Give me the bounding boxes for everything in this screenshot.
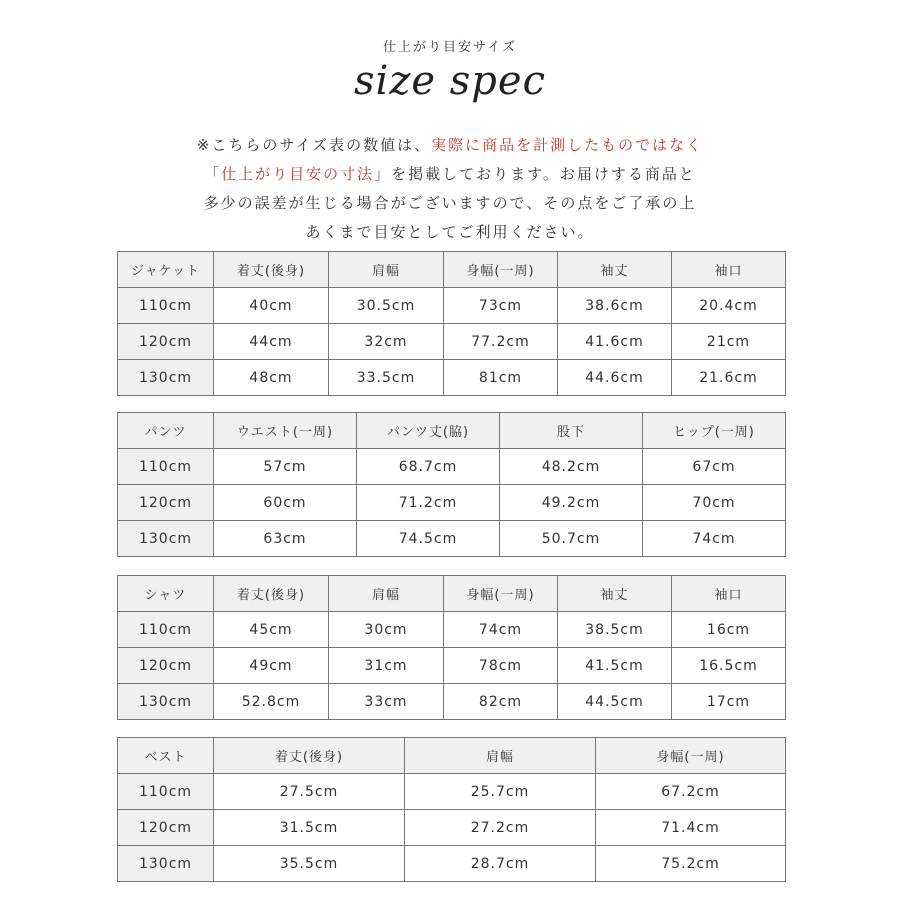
- category-header: パンツ: [118, 413, 214, 449]
- table-cell: 70cm: [643, 485, 786, 521]
- table-row: [118, 774, 786, 810]
- notice-text: 「: [204, 165, 222, 183]
- column-header: 股下: [500, 413, 643, 449]
- table-cell: 33cm: [329, 684, 444, 720]
- table-row: [118, 449, 786, 485]
- column-header: 身幅(一周): [444, 252, 558, 288]
- table-cell: 78cm: [444, 648, 558, 684]
- notice-line-2: [0, 160, 900, 189]
- table-cell: 60cm: [214, 485, 357, 521]
- size-label: 130cm: [118, 684, 214, 720]
- table-cell: 67cm: [643, 449, 786, 485]
- table-cell: 31cm: [329, 648, 444, 684]
- size-notice: [0, 131, 900, 247]
- column-header: 着丈(後身): [214, 252, 329, 288]
- size-label: 110cm: [118, 774, 214, 810]
- column-header: 袖口: [672, 252, 786, 288]
- table-cell: 16.5cm: [672, 648, 786, 684]
- size-label: 130cm: [118, 360, 214, 396]
- notice-highlight: 実際に商品を計測したものではなく: [431, 136, 704, 154]
- table-cell: 38.5cm: [558, 612, 672, 648]
- table-cell: 41.6cm: [558, 324, 672, 360]
- table-cell: 75.2cm: [596, 846, 786, 882]
- category-header: ベスト: [118, 738, 214, 774]
- notice-text: 」を掲載しております。お届けする商品と: [374, 165, 696, 183]
- table-row: [118, 612, 786, 648]
- notice-line-1: [0, 131, 900, 160]
- size-label: 110cm: [118, 612, 214, 648]
- column-header: 身幅(一周): [596, 738, 786, 774]
- size-label: 110cm: [118, 288, 214, 324]
- table-cell: 28.7cm: [405, 846, 596, 882]
- table-cell: 49cm: [214, 648, 329, 684]
- table-cell: 74cm: [643, 521, 786, 557]
- column-header: 肩幅: [329, 576, 444, 612]
- shirt-size-table: [117, 575, 786, 720]
- table-row: [118, 485, 786, 521]
- table-cell: 21.6cm: [672, 360, 786, 396]
- table-cell: 41.5cm: [558, 648, 672, 684]
- table-cell: 44cm: [214, 324, 329, 360]
- table-cell: 48cm: [214, 360, 329, 396]
- column-header: 肩幅: [405, 738, 596, 774]
- table-cell: 17cm: [672, 684, 786, 720]
- size-label: 110cm: [118, 449, 214, 485]
- table-cell: 31.5cm: [214, 810, 405, 846]
- table-cell: 48.2cm: [500, 449, 643, 485]
- table-cell: 49.2cm: [500, 485, 643, 521]
- table-cell: 40cm: [214, 288, 329, 324]
- size-label: 130cm: [118, 521, 214, 557]
- table-cell: 68.7cm: [357, 449, 500, 485]
- table-cell: 25.7cm: [405, 774, 596, 810]
- table-cell: 74.5cm: [357, 521, 500, 557]
- category-header: ジャケット: [118, 252, 214, 288]
- table-cell: 30.5cm: [329, 288, 444, 324]
- vest-size-table: [117, 737, 786, 882]
- notice-line-3: 多少の誤差が生じる場合がございますので、その点をご了承の上: [203, 194, 697, 212]
- table-cell: 57cm: [214, 449, 357, 485]
- size-label: 130cm: [118, 846, 214, 882]
- table-cell: 35.5cm: [214, 846, 405, 882]
- pants-size-table: [117, 412, 786, 557]
- table-cell: 20.4cm: [672, 288, 786, 324]
- table-cell: 52.8cm: [214, 684, 329, 720]
- table-row: [118, 324, 786, 360]
- table-cell: 73cm: [444, 288, 558, 324]
- table-row: [118, 846, 786, 882]
- table-cell: 74cm: [444, 612, 558, 648]
- size-label: 120cm: [118, 324, 214, 360]
- table-cell: 81cm: [444, 360, 558, 396]
- section-subtitle: 仕上がり目安サイズ: [383, 40, 517, 55]
- table-cell: 45cm: [214, 612, 329, 648]
- table-cell: 16cm: [672, 612, 786, 648]
- column-header: ウエスト(一周): [214, 413, 357, 449]
- table-row: [118, 810, 786, 846]
- column-header: 袖丈: [558, 576, 672, 612]
- column-header: 袖口: [672, 576, 786, 612]
- table-cell: 44.6cm: [558, 360, 672, 396]
- table-row: [118, 288, 786, 324]
- table-cell: 44.5cm: [558, 684, 672, 720]
- table-cell: 27.2cm: [405, 810, 596, 846]
- page-title: size spec: [354, 58, 546, 104]
- table-cell: 77.2cm: [444, 324, 558, 360]
- table-cell: 71.4cm: [596, 810, 786, 846]
- table-cell: 21cm: [672, 324, 786, 360]
- table-cell: 50.7cm: [500, 521, 643, 557]
- notice-highlight: 仕上がり目安の寸法: [221, 165, 375, 183]
- column-header: 肩幅: [329, 252, 444, 288]
- column-header: 身幅(一周): [444, 576, 558, 612]
- table-cell: 67.2cm: [596, 774, 786, 810]
- size-label: 120cm: [118, 810, 214, 846]
- size-label: 120cm: [118, 648, 214, 684]
- table-row: [118, 648, 786, 684]
- table-row: [118, 360, 786, 396]
- table-row: [118, 521, 786, 557]
- column-header: 着丈(後身): [214, 738, 405, 774]
- table-cell: 63cm: [214, 521, 357, 557]
- jacket-size-table: [117, 251, 786, 396]
- category-header: シャツ: [118, 576, 214, 612]
- table-cell: 71.2cm: [357, 485, 500, 521]
- column-header: ヒップ(一周): [643, 413, 786, 449]
- table-header-row: [118, 576, 786, 612]
- column-header: パンツ丈(脇): [357, 413, 500, 449]
- column-header: 袖丈: [558, 252, 672, 288]
- notice-text: ※こちらのサイズ表の数値は、: [196, 136, 432, 154]
- table-header-row: [118, 413, 786, 449]
- table-cell: 82cm: [444, 684, 558, 720]
- notice-line-4: あくまで目安としてご利用ください。: [305, 223, 595, 241]
- size-label: 120cm: [118, 485, 214, 521]
- table-cell: 33.5cm: [329, 360, 444, 396]
- table-cell: 32cm: [329, 324, 444, 360]
- table-header-row: [118, 738, 786, 774]
- table-cell: 38.6cm: [558, 288, 672, 324]
- table-cell: 27.5cm: [214, 774, 405, 810]
- column-header: 着丈(後身): [214, 576, 329, 612]
- table-header-row: [118, 252, 786, 288]
- table-cell: 30cm: [329, 612, 444, 648]
- table-row: [118, 684, 786, 720]
